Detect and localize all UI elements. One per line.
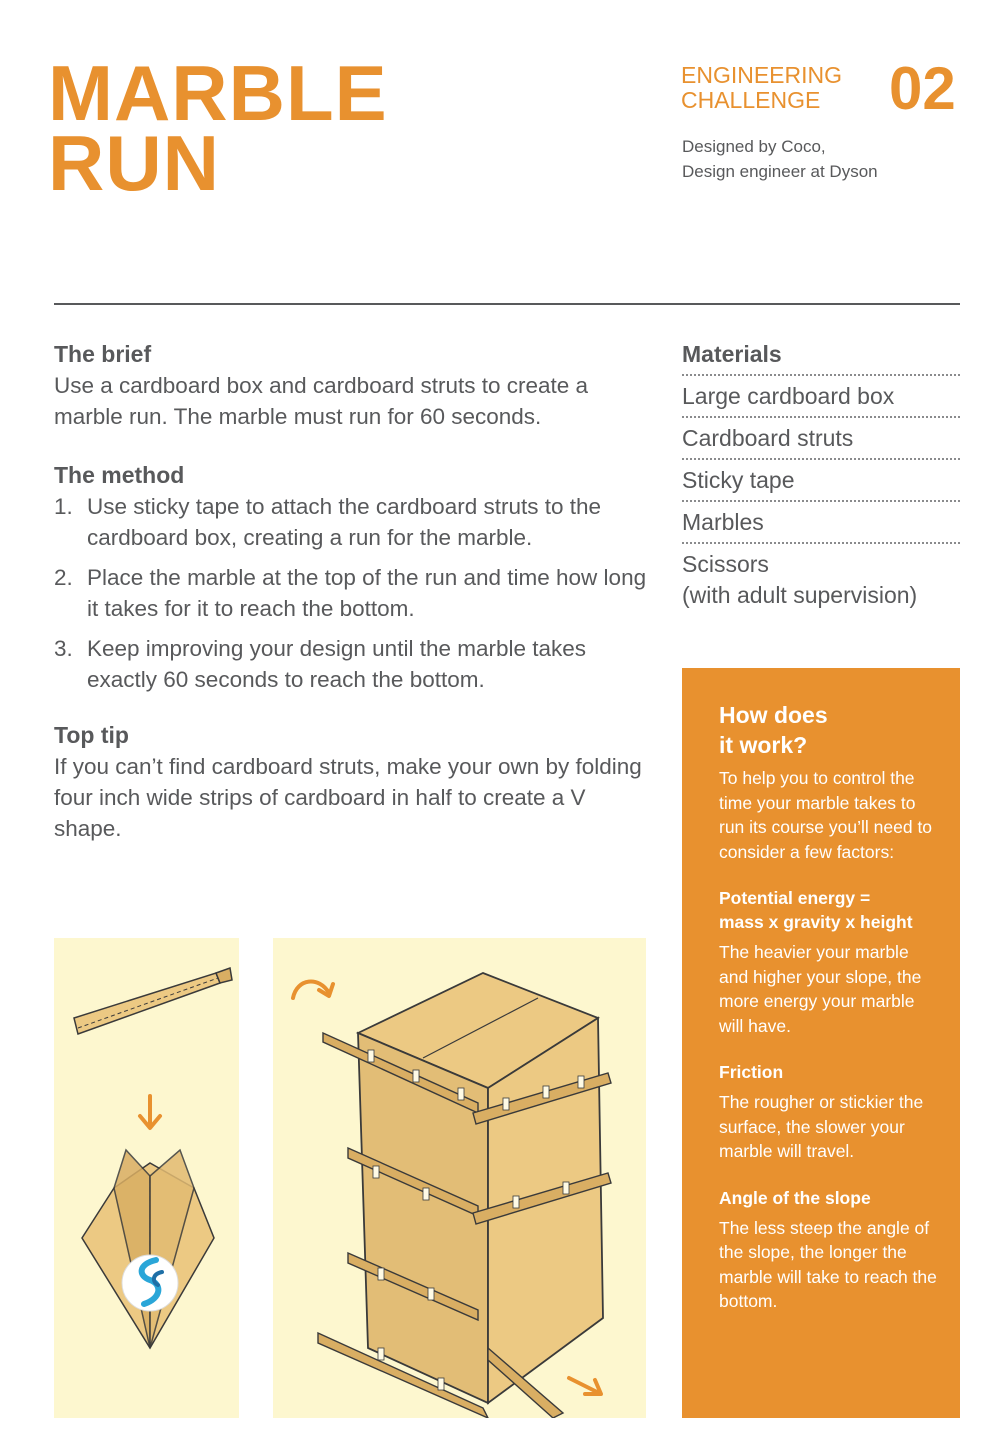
how-heading xyxy=(719,700,940,760)
material-item: Cardboard struts xyxy=(682,418,960,460)
tip-text: If you can’t find cardboard struts, make your own by folding four inch wide strips of cardboard in half to create a V shape. xyxy=(54,754,642,841)
title-line-1: MARBLE xyxy=(48,49,388,137)
material-item: Large cardboard box xyxy=(682,376,960,418)
curved-arrow-icon xyxy=(293,982,333,998)
designer-line-2: Design engineer at Dyson xyxy=(682,162,878,181)
strut-illustration-panel xyxy=(54,938,239,1418)
dyson-logo xyxy=(122,1255,178,1311)
material-item-line-2: (with adult supervision) xyxy=(682,582,918,608)
factor-angle-title: Angle of the slope xyxy=(719,1187,871,1208)
factor-title-line-1: Potential energy = xyxy=(719,888,871,908)
designer-credit xyxy=(682,134,878,184)
how-it-works-box xyxy=(682,668,960,1418)
cardboard-box-with-struts xyxy=(318,973,611,1418)
brief-heading: The brief xyxy=(54,341,152,367)
exit-arrow-icon xyxy=(569,1378,601,1394)
challenge-line-1: ENGINEERING xyxy=(681,62,843,88)
method-step xyxy=(54,491,654,553)
factor-angle-text: The less steep the angle of the slope, the longer the marble will take to reach the bottom. xyxy=(719,1217,937,1311)
challenge-line-2: CHALLENGE xyxy=(681,87,821,113)
method-step xyxy=(54,562,654,624)
materials-heading: Materials xyxy=(682,338,960,376)
challenge-label xyxy=(681,63,842,113)
step-text: Keep improving your design until the marble takes exactly 60 seconds to reach the bottom. xyxy=(87,636,587,692)
step-text: Use sticky tape to attach the cardboard struts to the cardboard box, creating a run for the marble. xyxy=(87,494,602,550)
page-title xyxy=(48,49,388,207)
cardboard-strip xyxy=(74,968,232,1034)
material-item: Marbles xyxy=(682,502,960,544)
factor-potential-energy-title xyxy=(719,886,940,934)
material-item xyxy=(682,544,960,615)
tip-heading: Top tip xyxy=(54,722,129,748)
down-arrow-icon xyxy=(140,1096,160,1128)
folded-v-strut xyxy=(82,1150,214,1348)
how-intro: To help you to control the time your marble takes to run its course you’ll need to consider a few factors: xyxy=(719,768,933,862)
materials-list xyxy=(682,338,960,615)
title-line-2: RUN xyxy=(48,119,220,207)
step-number: 3. xyxy=(54,636,73,661)
method-steps xyxy=(54,491,654,695)
header-divider xyxy=(54,303,960,305)
brief-text: Use a cardboard box and cardboard struts to create a marble run. The marble must run for 60 seconds. xyxy=(54,373,589,429)
material-item-line-1: Scissors xyxy=(682,551,769,577)
main-content xyxy=(54,338,654,844)
designer-line-1: Designed by Coco, xyxy=(682,137,826,156)
challenge-number: 02 xyxy=(889,55,956,122)
step-text: Place the marble at the top of the run and time how long it takes for it to reach the bottom. xyxy=(87,565,647,621)
marble-run-illustration xyxy=(273,938,646,1418)
method-step xyxy=(54,633,654,695)
how-heading-line-1: How does xyxy=(719,702,828,728)
step-number: 2. xyxy=(54,565,73,590)
how-heading-line-2: it work? xyxy=(719,732,808,758)
factor-friction-text: The rougher or stickier the surface, the slower your marble will travel. xyxy=(719,1092,924,1161)
factor-friction-title: Friction xyxy=(719,1062,784,1082)
factor-title-line-2: mass x gravity x height xyxy=(719,912,913,932)
method-heading: The method xyxy=(54,462,185,488)
marble-run-illustration-panel xyxy=(273,938,646,1418)
factor-potential-energy-text: The heavier your marble and higher your slope, the more energy your marble will have. xyxy=(719,942,922,1036)
material-item: Sticky tape xyxy=(682,460,960,502)
step-number: 1. xyxy=(54,494,73,519)
strut-illustration xyxy=(54,938,239,1418)
